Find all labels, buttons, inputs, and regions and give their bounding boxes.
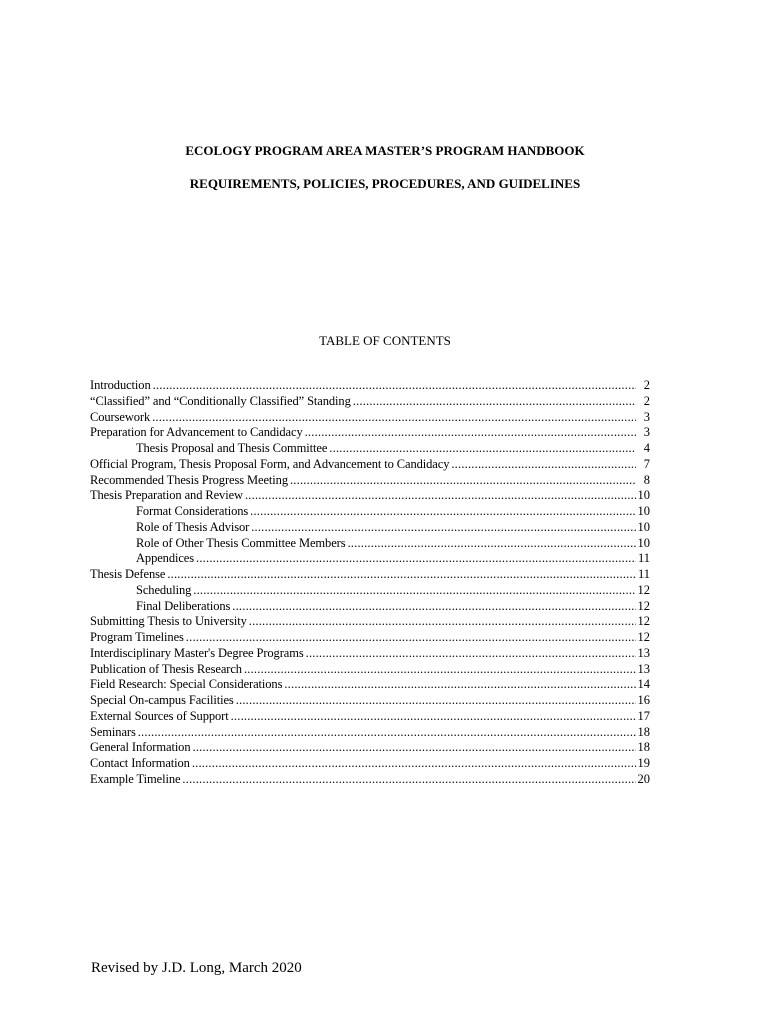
toc-entry (90, 425, 650, 441)
toc-entry-label: Role of Other Thesis Committee Members (136, 535, 346, 550)
toc-entry (90, 567, 650, 583)
toc-entry-label: Introduction (90, 378, 151, 392)
toc-entry-page: 4 (643, 441, 650, 455)
toc-entry-page: 14 (637, 677, 650, 692)
handbook-title: ECOLOGY PROGRAM AREA MASTER’S PROGRAM HANDBOOK (185, 143, 585, 158)
toc-entry-label: External Sources of Support (90, 708, 229, 723)
toc-entry (90, 709, 650, 725)
toc-entry-page: 10 (637, 504, 650, 518)
toc-entry-page: 13 (637, 661, 650, 676)
toc-entry-page: 3 (643, 425, 650, 440)
toc-heading: TABLE OF CONTENTS (319, 333, 451, 348)
toc-dot-leader (231, 709, 636, 725)
toc-entry (90, 441, 650, 457)
toc-dot-leader (167, 567, 636, 583)
toc-entry-label: Interdisciplinary Master's Degree Programs (90, 645, 304, 660)
toc-dot-leader (353, 394, 636, 410)
toc-dot-leader (305, 425, 636, 441)
toc-entry (90, 693, 650, 709)
toc-entry (90, 536, 650, 552)
toc-entry (90, 520, 650, 536)
toc-entry-page: 16 (637, 693, 650, 707)
toc-entry-label: Thesis Defense (90, 567, 166, 581)
toc-entry-page: 13 (637, 645, 650, 660)
toc-entry (90, 630, 650, 646)
toc-entry (90, 410, 650, 426)
toc-entry-label: Thesis Preparation and Review (90, 488, 243, 503)
toc-entry (90, 457, 650, 473)
toc-entry-page: 11 (637, 551, 650, 566)
toc-dot-leader (153, 378, 636, 394)
toc-entry-label: Seminars (90, 724, 136, 739)
toc-entry (90, 504, 650, 520)
toc-entry-label: Contact Information (90, 756, 190, 770)
toc-entry (90, 740, 650, 756)
toc-entry-label: Program Timelines (90, 630, 184, 644)
toc-entry (90, 614, 650, 630)
toc-dot-leader (284, 677, 635, 693)
toc-entry (90, 646, 650, 662)
toc-dot-leader (152, 410, 636, 426)
toc-entry-label: Appendices (136, 551, 195, 566)
toc-dot-leader (193, 740, 636, 756)
toc-entry-label: Official Program, Thesis Proposal Form, and Advancement to Candidacy (90, 456, 450, 471)
toc-dot-leader (244, 662, 636, 678)
toc-entry-label: Field Research: Special Considerations (90, 677, 283, 692)
toc-entry-page: 10 (637, 535, 650, 550)
toc-entry-page: 2 (643, 393, 650, 408)
toc-entry (90, 756, 650, 772)
toc-entry-label: Submitting Thesis to University (90, 614, 247, 629)
toc-dot-leader (193, 583, 635, 599)
toc-entry-label: Example Timeline (90, 771, 181, 786)
toc-entry (90, 772, 650, 788)
toc-entry-label: Preparation for Advancement to Candidacy (90, 425, 303, 440)
toc-dot-leader (236, 693, 636, 709)
toc-dot-leader (138, 725, 636, 741)
toc-entry (90, 599, 650, 615)
toc-entry-page: 19 (637, 756, 650, 770)
toc-entry-page: 7 (643, 456, 650, 471)
toc-entry-page: 11 (637, 567, 650, 581)
toc-entry-label: General Information (90, 740, 191, 755)
toc-entry (90, 394, 650, 410)
toc-dot-leader (329, 441, 636, 457)
toc-entry (90, 551, 650, 567)
toc-entry-page: 12 (637, 614, 650, 629)
toc-entry-label: Role of Thesis Advisor (136, 519, 250, 534)
toc-entry-page: 18 (637, 740, 650, 755)
toc-entry-page: 12 (637, 598, 650, 613)
toc-dot-leader (245, 488, 636, 504)
toc-dot-leader (347, 536, 635, 552)
toc-entry (90, 677, 650, 693)
toc-entry-page: 2 (643, 378, 650, 392)
toc-dot-leader (182, 772, 635, 788)
toc-dot-leader (306, 646, 636, 662)
table-of-contents (90, 378, 650, 788)
toc-entry-page: 3 (643, 409, 650, 424)
toc-entry-label: Special On-campus Facilities (90, 693, 234, 707)
toc-entry-page: 8 (643, 472, 650, 487)
toc-entry-page: 12 (637, 582, 650, 597)
toc-entry-page: 18 (637, 724, 650, 739)
toc-entry (90, 725, 650, 741)
toc-dot-leader (249, 614, 636, 630)
toc-entry-label: Publication of Thesis Research (90, 661, 242, 676)
toc-dot-leader (290, 473, 636, 489)
toc-entry (90, 378, 650, 394)
toc-entry-page: 20 (637, 771, 650, 786)
toc-dot-leader (192, 756, 636, 772)
toc-entry-page: 12 (637, 630, 650, 644)
toc-dot-leader (232, 599, 635, 615)
toc-entry-label: Thesis Proposal and Thesis Committee (136, 441, 328, 455)
toc-entry-label: “Classified” and “Conditionally Classified” Standing (90, 393, 351, 408)
toc-entry-page: 10 (637, 519, 650, 534)
toc-dot-leader (186, 630, 636, 646)
revision-note: Revised by J.D. Long, March 2020 (91, 960, 302, 976)
toc-dot-leader (451, 457, 636, 473)
toc-entry (90, 583, 650, 599)
toc-dot-leader (196, 551, 636, 567)
toc-entry-label: Format Considerations (136, 504, 249, 518)
toc-dot-leader (250, 504, 635, 520)
toc-entry (90, 473, 650, 489)
toc-entry (90, 662, 650, 678)
toc-entry-label: Coursework (90, 409, 151, 424)
toc-entry-label: Scheduling (136, 582, 192, 597)
toc-dot-leader (251, 520, 635, 536)
handbook-subtitle: REQUIREMENTS, POLICIES, PROCEDURES, AND GUIDELINES (189, 176, 581, 191)
toc-entry-page: 17 (637, 708, 650, 723)
toc-entry (90, 488, 650, 504)
toc-entry-label: Recommended Thesis Progress Meeting (90, 472, 288, 487)
toc-entry-page: 10 (637, 488, 650, 503)
toc-entry-label: Final Deliberations (136, 598, 231, 613)
